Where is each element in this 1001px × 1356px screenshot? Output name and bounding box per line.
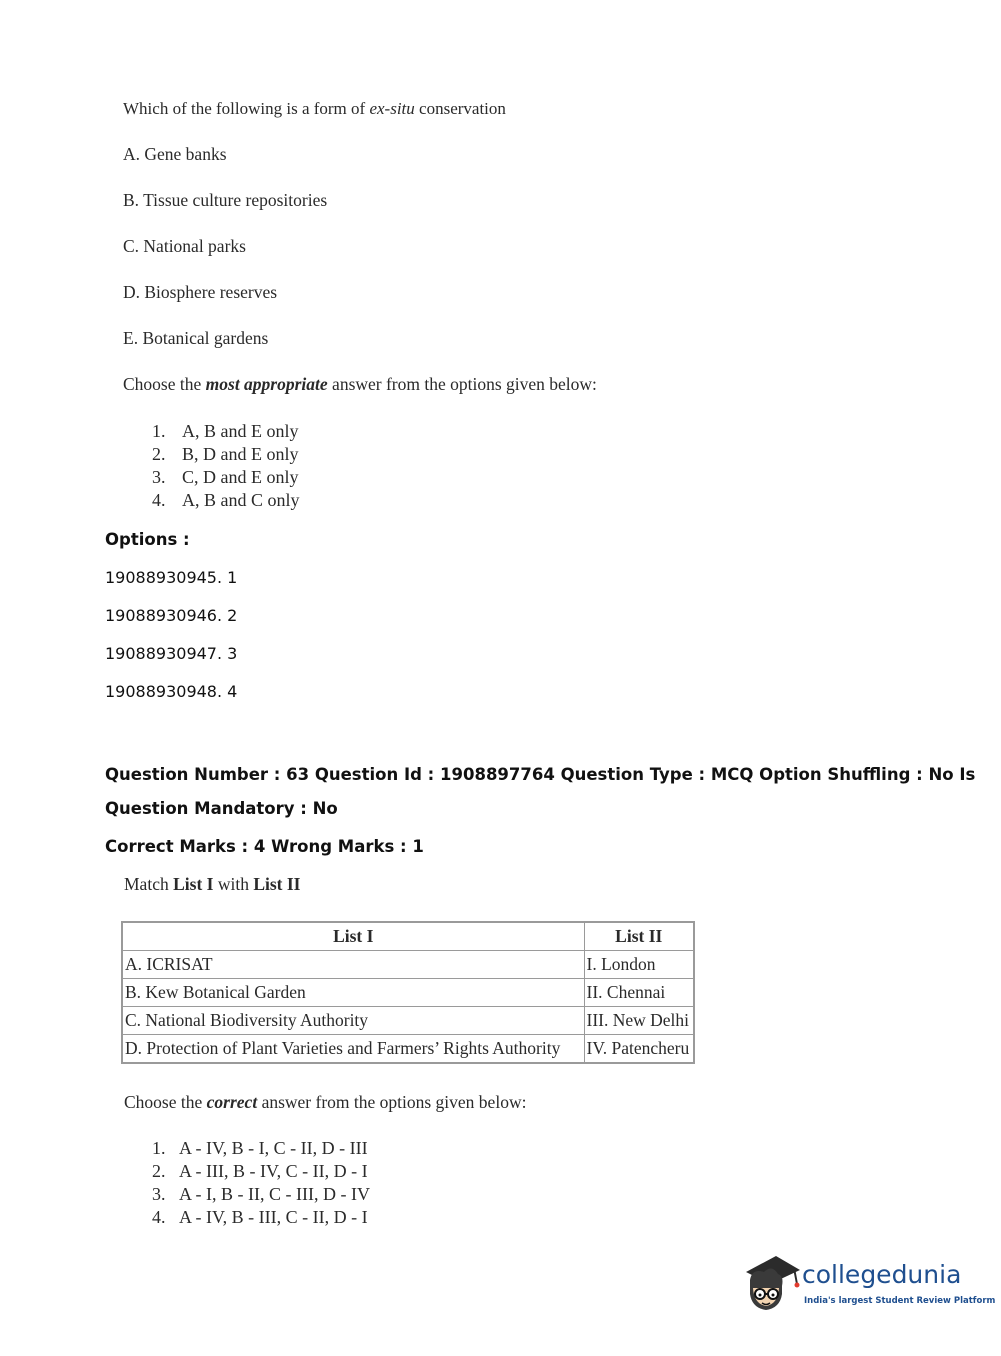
table-cell: III. New Delhi <box>584 1007 694 1035</box>
instruction-pre: Choose the <box>123 374 206 394</box>
answer-list <box>152 1137 370 1229</box>
answer-number: 3. <box>152 1184 166 1204</box>
marks-line: Correct Marks : 4 Wrong Marks : 1 <box>105 837 424 856</box>
options-label: Options : <box>105 530 190 549</box>
choose-instruction <box>123 374 597 395</box>
answer-text: A - I, B - II, C - III, D - IV <box>179 1184 370 1204</box>
option-id: 19088930948. 4 <box>105 682 238 701</box>
statement-item: C. National parks <box>123 236 246 256</box>
question-63-header-cont: Question Mandatory : No <box>105 799 338 818</box>
answer-text: A - IV, B - I, C - II, D - III <box>179 1138 368 1158</box>
table-row <box>122 951 694 979</box>
question-text-pre: Which of the following is a form of <box>123 99 370 118</box>
table-cell: B. Kew Botanical Garden <box>122 979 584 1007</box>
table-cell: II. Chennai <box>584 979 694 1007</box>
answer-number: 1. <box>152 421 166 441</box>
instruction-emphasis: correct <box>206 1092 258 1112</box>
option-id: 19088930946. 2 <box>105 606 238 625</box>
question-text-emphasis: ex-situ <box>369 99 415 118</box>
answer-number: 4. <box>152 1207 166 1227</box>
answer-text: A, B and E only <box>182 421 299 441</box>
answer-text: B, D and E only <box>182 444 299 464</box>
match-list2: List II <box>253 874 301 894</box>
question-63-header: Question Number : 63 Question Id : 1908897764 Question Type : MCQ Option Shuffling : No Is <box>105 765 976 784</box>
instruction-emphasis: most appropriate <box>205 374 328 394</box>
table-cell: IV. Patencheru <box>584 1035 694 1064</box>
table-header-list2: List II <box>584 922 694 951</box>
answer-item <box>152 420 300 443</box>
mascot-icon <box>742 1250 802 1316</box>
table-header-list1: List I <box>122 922 584 951</box>
statement-item: E. Botanical gardens <box>123 328 269 348</box>
instruction-post: answer from the options given below: <box>257 1092 527 1112</box>
answer-list <box>152 420 300 512</box>
answer-text: A - IV, B - III, C - II, D - I <box>179 1207 368 1227</box>
question-62-text <box>123 99 506 119</box>
statement-item: D. Biosphere reserves <box>123 282 278 302</box>
answer-item <box>152 1206 370 1229</box>
answer-number: 2. <box>152 444 166 464</box>
instruction-post: answer from the options given below: <box>327 374 597 394</box>
table-cell: C. National Biodiversity Authority <box>122 1007 584 1035</box>
answer-text: A - III, B - IV, C - II, D - I <box>179 1161 368 1181</box>
answer-item <box>152 466 300 489</box>
match-table <box>121 921 695 1064</box>
option-id: 19088930947. 3 <box>105 644 238 663</box>
answer-item <box>152 1183 370 1206</box>
answer-item <box>152 1137 370 1160</box>
answer-item <box>152 443 300 466</box>
option-id: 19088930945. 1 <box>105 568 238 587</box>
answer-number: 3. <box>152 467 166 487</box>
choose-instruction <box>124 1092 526 1113</box>
logo-wordmark: collegedunia <box>802 1260 962 1289</box>
answer-item <box>152 1160 370 1183</box>
match-instruction <box>124 874 301 895</box>
match-pre: Match <box>124 874 174 894</box>
match-mid: with <box>213 874 254 894</box>
table-cell: I. London <box>584 951 694 979</box>
answer-text: C, D and E only <box>182 467 299 487</box>
answer-item <box>152 489 300 512</box>
match-list1: List I <box>173 874 214 894</box>
table-row <box>122 979 694 1007</box>
answer-text: A, B and C only <box>182 490 300 510</box>
table-row <box>122 1007 694 1035</box>
table-header-row <box>122 922 694 951</box>
table-cell: A. ICRISAT <box>122 951 584 979</box>
answer-number: 1. <box>152 1138 166 1158</box>
collegedunia-logo[interactable] <box>742 1250 996 1320</box>
answer-number: 2. <box>152 1161 166 1181</box>
statement-item: B. Tissue culture repositories <box>123 190 328 210</box>
answer-number: 4. <box>152 490 166 510</box>
table-cell: D. Protection of Plant Varieties and Farmers’ Rights Authority <box>122 1035 584 1064</box>
instruction-pre: Choose the <box>124 1092 207 1112</box>
statement-item: A. Gene banks <box>123 144 227 164</box>
logo-tagline: India's largest Student Review Platform <box>804 1296 996 1306</box>
table-row <box>122 1035 694 1064</box>
question-text-post: conservation <box>414 99 506 118</box>
